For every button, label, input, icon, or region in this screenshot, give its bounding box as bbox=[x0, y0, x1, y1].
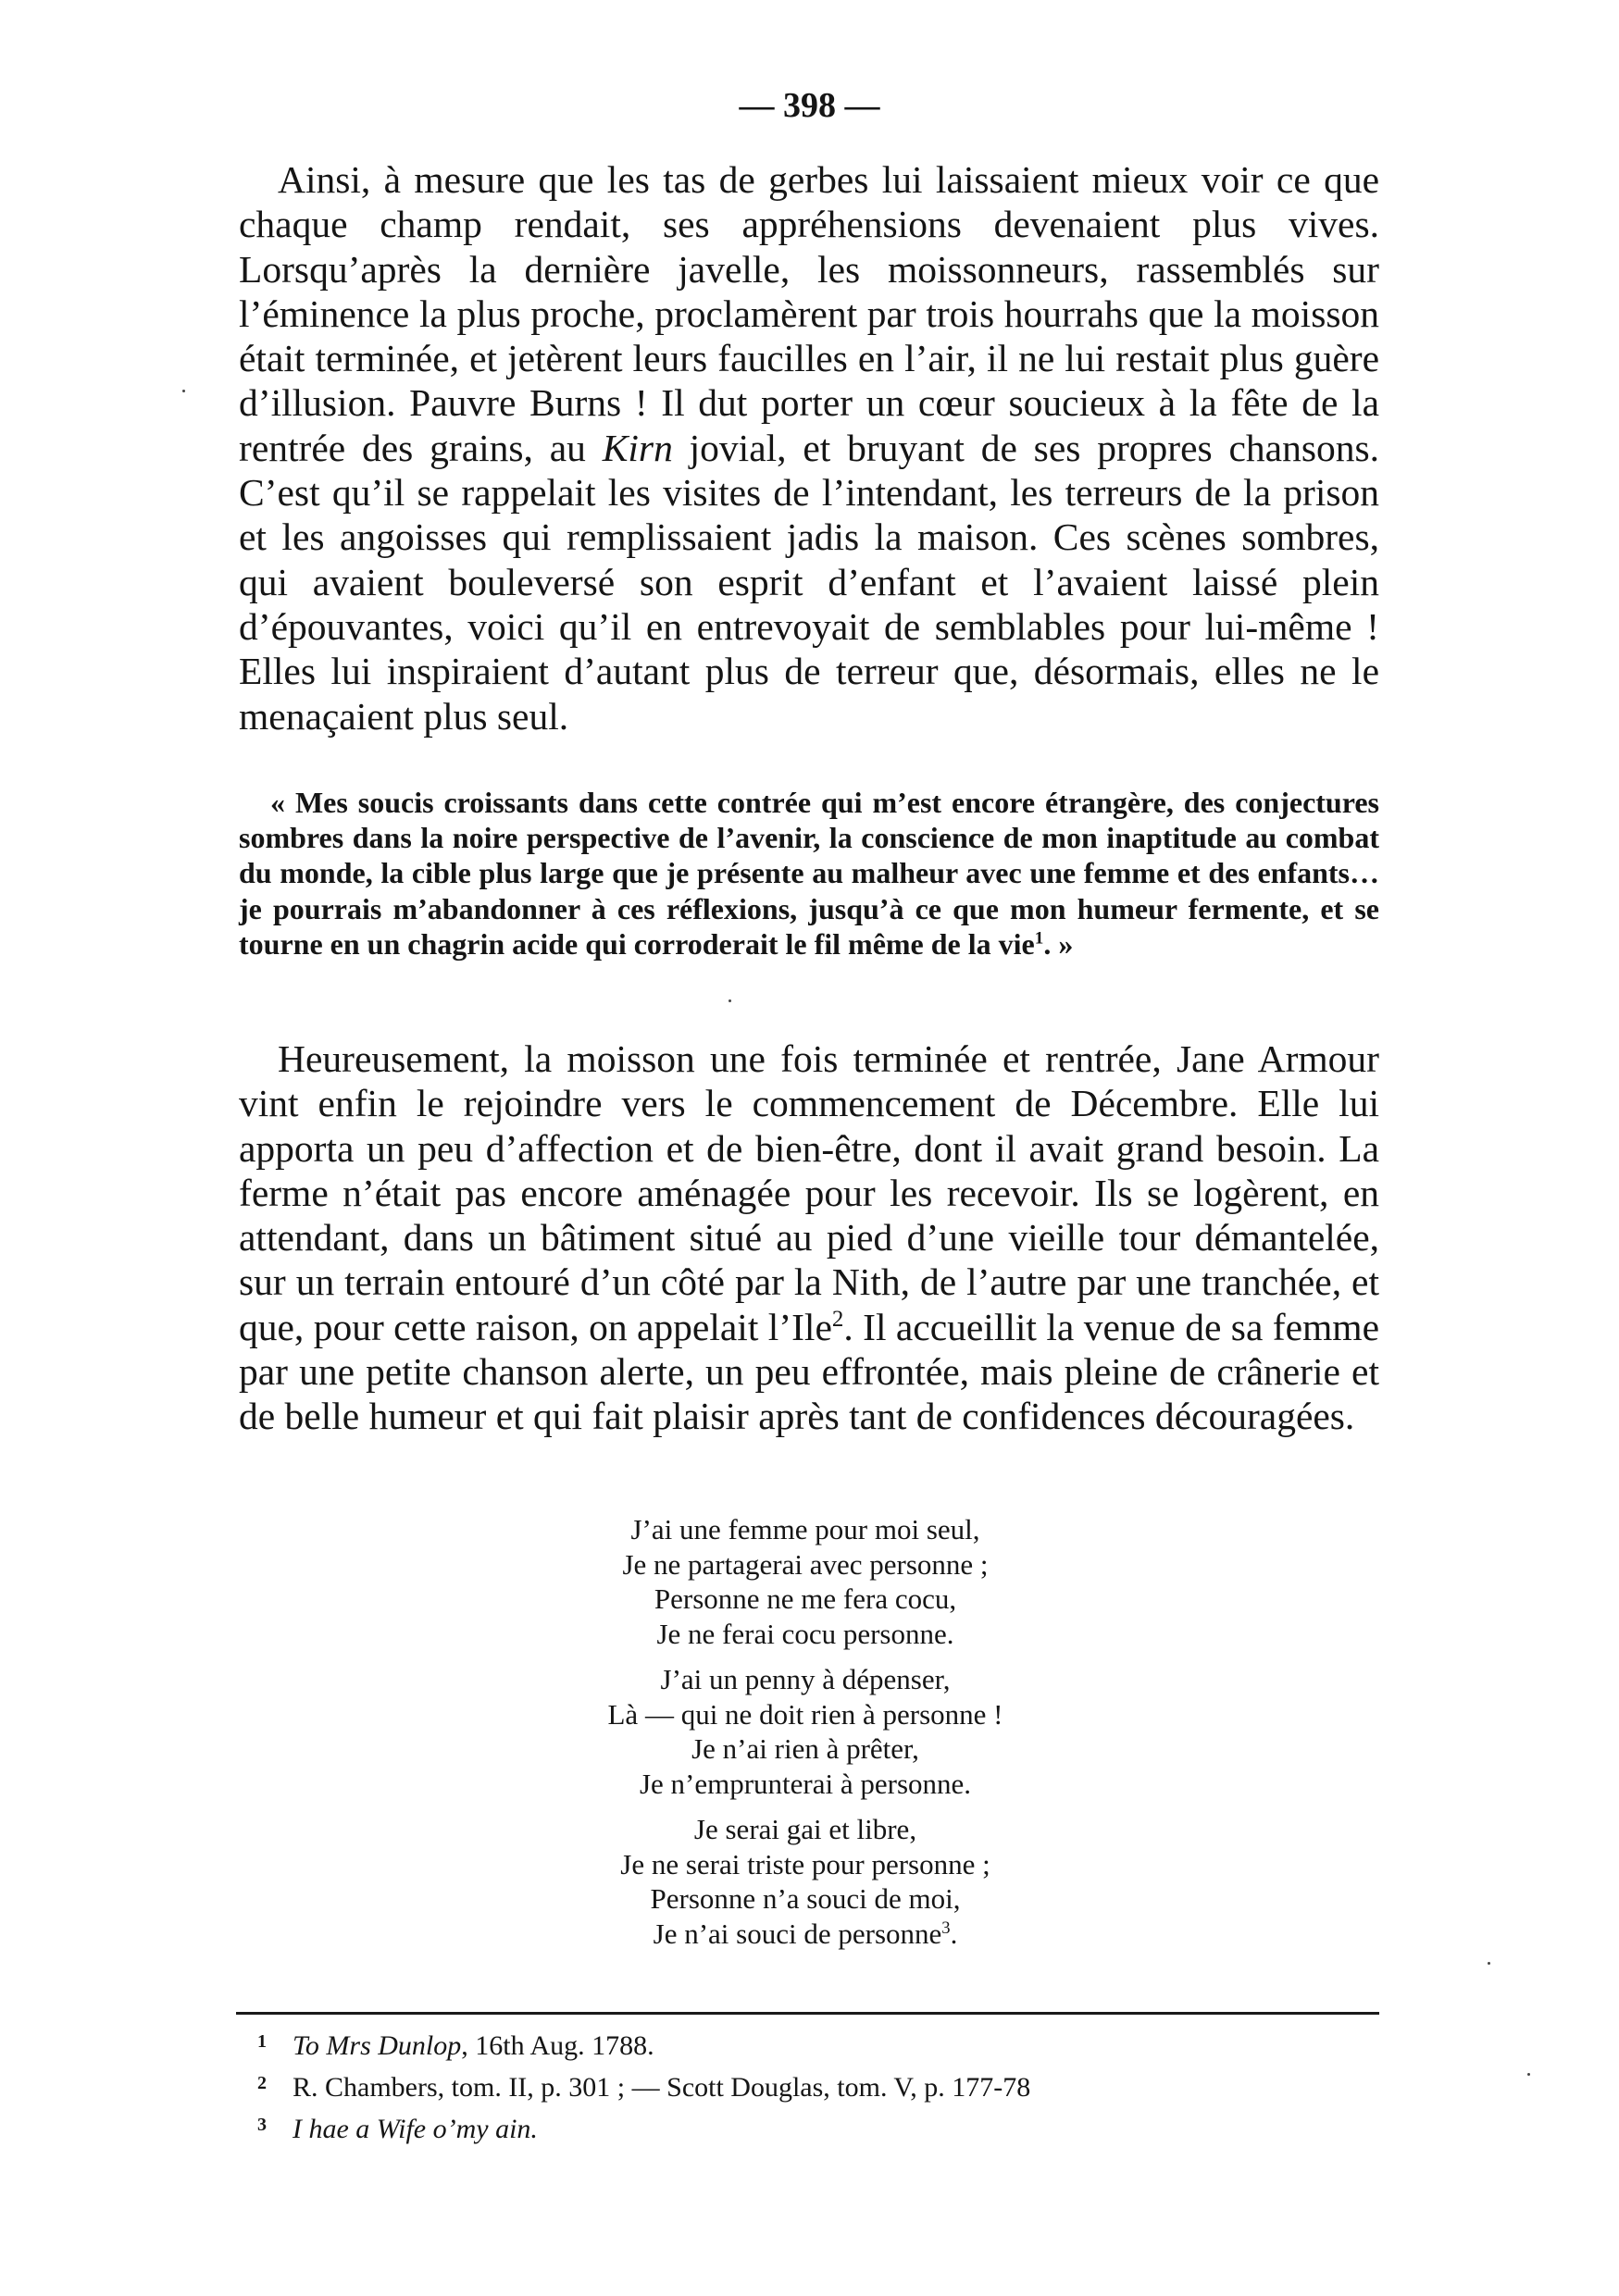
poem-verse: Je serai gai et libre, bbox=[693, 1813, 917, 1845]
poem-verse: Je n’ai rien à prêter, bbox=[691, 1732, 919, 1765]
footnote-mark-1: 1 bbox=[257, 2031, 267, 2052]
paragraph-1-text-after: jovial, et bruyant de ses propres chansons. C’est qu’il se rappelait les visites de l’intendant, les terreurs de la prison et les angoisses qui remplissaient jadis la maison. Ces scènes sombres, qui avaient bouleversé son esprit d’enfant et l’avaient laissé plein d’épouvantes, voici qu’il en entrevoyait de semblables pour lui-même ! Elles lui inspiraient d’autant plus de terreur que, désormais, elles ne le menaçaient plus seul. bbox=[239, 426, 1379, 738]
song-poem bbox=[481, 1512, 1129, 1962]
print-speck bbox=[729, 999, 731, 1002]
poem-verse: Là — qui ne doit rien à personne ! bbox=[607, 1697, 1003, 1731]
footnote-3 bbox=[257, 2106, 1377, 2148]
poem-verse: Je ne partagerai avec personne ; bbox=[622, 1547, 989, 1581]
footnote-mark-3: 3 bbox=[257, 2115, 267, 2135]
footnote-1-text: , 16th Aug. 1788. bbox=[461, 2030, 654, 2061]
poem-verse-last bbox=[481, 1917, 1129, 1952]
paragraph-2 bbox=[239, 1036, 1379, 1439]
footnotes bbox=[257, 2023, 1377, 2148]
footnote-ref-3[interactable]: 3 bbox=[941, 1917, 951, 1938]
poem-stanza-2 bbox=[481, 1662, 1129, 1801]
paragraph-2-text: Heureusement, la moisson une fois terminée et rentrée, Jane Armour vint enfin le rejoindre vers le commencement de Décembre. Elle lui apporta un peu d’affection et de bien-être, dont il avait grand besoin. La ferme n’était pas encore aménagée pour les recevoir. Ils se logèrent, en attendant, dans un bâtiment situé au pied d’une vieille tour démantelée, sur un terrain entouré d’un côté par la Nith, de l’autre par une tranchée, et que, pour cette raison, on appelait l’Ile bbox=[239, 1037, 1379, 1348]
footnote-2-text: R. Chambers, tom. II, p. 301 ; — Scott Douglas, tom. V, p. 177-78 bbox=[293, 2072, 1031, 2103]
paragraph-1 bbox=[239, 157, 1379, 738]
footnote-ref-1[interactable]: 1 bbox=[1034, 928, 1044, 949]
quote-closing: . » bbox=[1043, 926, 1074, 961]
poem-verse: Personne n’a souci de moi, bbox=[650, 1882, 961, 1915]
footnote-3-italic: I hae a Wife o’my ain. bbox=[293, 2114, 538, 2144]
poem-verse: J’ai un penny à dépenser, bbox=[660, 1663, 951, 1695]
poem-last-line: Je n’ai souci de personne bbox=[653, 1917, 942, 1950]
page-number: — 398 — bbox=[739, 86, 880, 125]
print-speck bbox=[182, 390, 185, 392]
footnote-1 bbox=[257, 2023, 1377, 2065]
paragraph-2-text-after: . Il accueillit la venue de sa femme par une petite chanson alerte, un peu effrontée, mais pleine de crânerie et de belle humeur et qui fait plaisir après tant de confidences découragées. bbox=[239, 1305, 1379, 1438]
footnote-divider bbox=[236, 2012, 1379, 2015]
poem-verse: Personne ne me fera cocu, bbox=[654, 1582, 957, 1615]
block-quote bbox=[239, 785, 1379, 962]
poem-verse: Je ne serai triste pour personne ; bbox=[620, 1847, 990, 1880]
poem-verse: Je ne ferai cocu personne. bbox=[656, 1617, 954, 1650]
footnote-ref-2[interactable]: 2 bbox=[831, 1306, 844, 1332]
footnote-mark-2: 2 bbox=[257, 2073, 267, 2093]
paragraph-1-text: Ainsi, à mesure que les tas de gerbes lui laissaient mieux voir ce que chaque champ rendait, ses appréhensions devenaient plus vives. Lorsqu’après la dernière javelle, les moissonneurs, rassemblés sur l’éminence la plus proche, proclamèrent par trois hourrahs que la moisson était terminée, et jetèrent leurs faucilles en l’air, il ne lui restait plus guère d’illusion. Pauvre Burns ! Il dut porter un cœur soucieux à la fête de la rentrée des grains, au bbox=[239, 158, 1379, 469]
italic-word-kirn: Kirn bbox=[602, 426, 673, 469]
poem-verse: Je n’emprunterai à personne. bbox=[639, 1767, 972, 1800]
poem-stanza-1 bbox=[481, 1512, 1129, 1651]
print-speck bbox=[1527, 2073, 1530, 2076]
poem-verse: J’ai une femme pour moi seul, bbox=[630, 1513, 980, 1545]
print-speck bbox=[1488, 1962, 1490, 1965]
poem-stanza-3 bbox=[481, 1812, 1129, 1951]
footnote-1-italic: To Mrs Dunlop bbox=[293, 2030, 462, 2061]
quote-text: « Mes soucis croissants dans cette contrée qui m’est encore étrangère, des conjectures sombres dans la noire perspective de l’avenir, la conscience de mon inaptitude au combat du monde, la cible plus large que je présente au malheur avec une femme et des enfants… je pourrais m’abandonner à ces réflexions, jusqu’à ce que mon humeur fermente, et se tourne en un chagrin acide qui corroderait le fil même de la vie bbox=[239, 786, 1379, 961]
footnote-2 bbox=[257, 2065, 1377, 2106]
poem-last-punct: . bbox=[950, 1917, 958, 1950]
